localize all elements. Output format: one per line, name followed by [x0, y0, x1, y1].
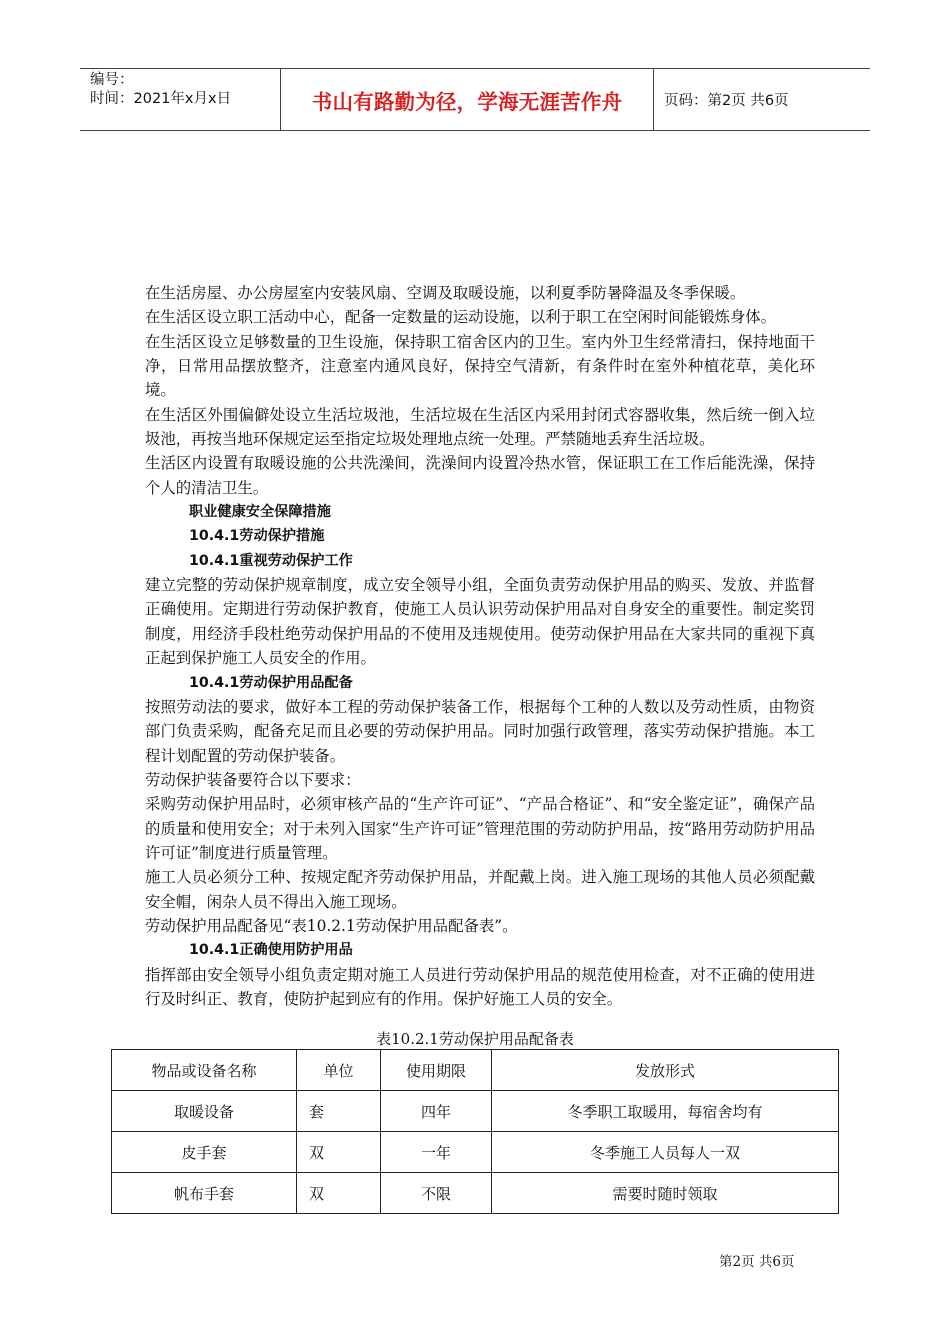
table-row: [112, 1173, 839, 1214]
paragraph: 采购劳动保护用品时，必须审核产品的“生产许可证”、“产品合格证”、和“安全鉴定证”，确保产品的质量和使用安全；对于未列入国家“生产许可证”管理范围的劳动防护用品，按“路用劳动防护用品许可证”制度进行质量管理。: [145, 795, 816, 862]
table-header-cell: 物品或设备名称: [112, 1050, 297, 1091]
time-label: 时间：2021年x月x日: [90, 91, 232, 107]
table-header-cell: 发放形式: [492, 1050, 839, 1091]
paragraph: 在生活区外围偏僻处设立生活垃圾池，生活垃圾在生活区内采用封闭式容器收集，然后统一倒入垃圾池，再按当地环保规定运至指定垃圾处理地点统一处理。严禁随地丢弃生活垃圾。: [145, 405, 815, 449]
paragraph: 指挥部由安全领导小组负责定期对施工人员进行劳动保护用品的规范使用检查，对不正确的使用进行及时纠正、教育，使防护起到应有的作用。保护好施工人员的安全。: [145, 965, 815, 1008]
table-cell: 帆布手套: [112, 1173, 297, 1214]
paragraph: 劳动保护用品配备见“表10.2.1劳动保护用品配备表”。: [145, 916, 518, 935]
paragraph: 建立完整的劳动保护规章制度，成立安全领导小组，全面负责劳动保护用品的购买、发放、并监督正确使用。定期进行劳动保护教育，使施工人员认识劳动保护用品对自身安全的重要性。制定奖罚制度，用经济手段杜绝劳动保护用品的不使用及违规使用。使劳动保护用品在大家共同的重视下真正起到保护施工人员安全的作用。: [145, 576, 815, 668]
table-caption: 表10.2.1劳动保护用品配备表: [376, 1030, 574, 1048]
table-cell: 四年: [381, 1091, 492, 1132]
table-cell: 皮手套: [112, 1132, 297, 1173]
paragraph: 生活区内设置有取暖设施的公共洗澡间，洗澡间内设置冷热水管，保证职工在工作后能洗澡，保持个人的清洁卫生。: [145, 454, 815, 497]
table-cell: 双: [297, 1132, 381, 1173]
section-heading: 10.4.1重视劳动保护工作: [189, 552, 353, 569]
table-cell: 冬季职工取暖用，每宿舍均有: [492, 1091, 839, 1132]
header-meta: [80, 69, 281, 130]
section-heading: 职业健康安全保障措施: [189, 504, 331, 521]
table-cell: 套: [297, 1091, 381, 1132]
paragraph: 按照劳动法的要求，做好本工程的劳动保护装备工作，根据每个工种的人数以及劳动性质，由物资部门负责采购，配备充足而且必要的劳动保护用品。同时加强行政管理，落实劳动保护措施。本工程计划配置的劳动保护装备。: [145, 697, 815, 765]
section-heading: 10.4.1劳动保护用品配备: [189, 674, 353, 691]
table-cell: 不限: [381, 1173, 492, 1214]
document-body: [145, 281, 815, 1011]
table-header-cell: 使用期限: [381, 1050, 492, 1091]
code-label: 编号：: [90, 72, 134, 88]
section-heading: 10.4.1正确使用防护用品: [189, 942, 353, 959]
paragraph: 在生活区设立足够数量的卫生设施，保持职工宿舍区内的卫生。室内外卫生经常清扫，保持地面干净，日常用品摆放整齐，注意室内通风良好，保持空气清新，有条件时在室外种植花草，美化环境。: [145, 332, 815, 400]
header-page-number: 页码：第2页 共6页: [664, 93, 789, 109]
table-row: [112, 1132, 839, 1173]
table-cell: 取暖设备: [112, 1091, 297, 1132]
table-cell: 冬季施工人员每人一双: [492, 1132, 839, 1173]
table-cell: 一年: [381, 1132, 492, 1173]
table-cell: 需要时随时领取: [492, 1173, 839, 1214]
paragraph: 在生活房屋、办公房屋室内安装风扇、空调及取暖设施，以利夏季防暑降温及冬季保暖。: [145, 284, 746, 302]
table-header-row: [112, 1050, 839, 1091]
section-heading: 10.4.1劳动保护措施: [189, 528, 325, 545]
header-motto: 书山有路勤为径，学海无涯苦作舟: [281, 69, 654, 130]
protective-equipment-table: [111, 1049, 839, 1214]
page-footer: 第2页 共6页: [719, 1254, 795, 1270]
table-row: [112, 1091, 839, 1132]
table-cell: 双: [297, 1173, 381, 1214]
paragraph: 劳动保护装备要符合以下要求：: [145, 770, 361, 789]
page-header: [80, 68, 870, 131]
paragraph: 施工人员必须分工种、按规定配齐劳动保护用品，并配戴上岗。进入施工现场的其他人员必须配戴安全帽，闲杂人员不得出入施工现场。: [145, 868, 815, 911]
paragraph: 在生活区设立职工活动中心，配备一定数量的运动设施，以利于职工在空闲时间能锻炼身体。: [145, 308, 777, 327]
table-header-cell: 单位: [297, 1050, 381, 1091]
